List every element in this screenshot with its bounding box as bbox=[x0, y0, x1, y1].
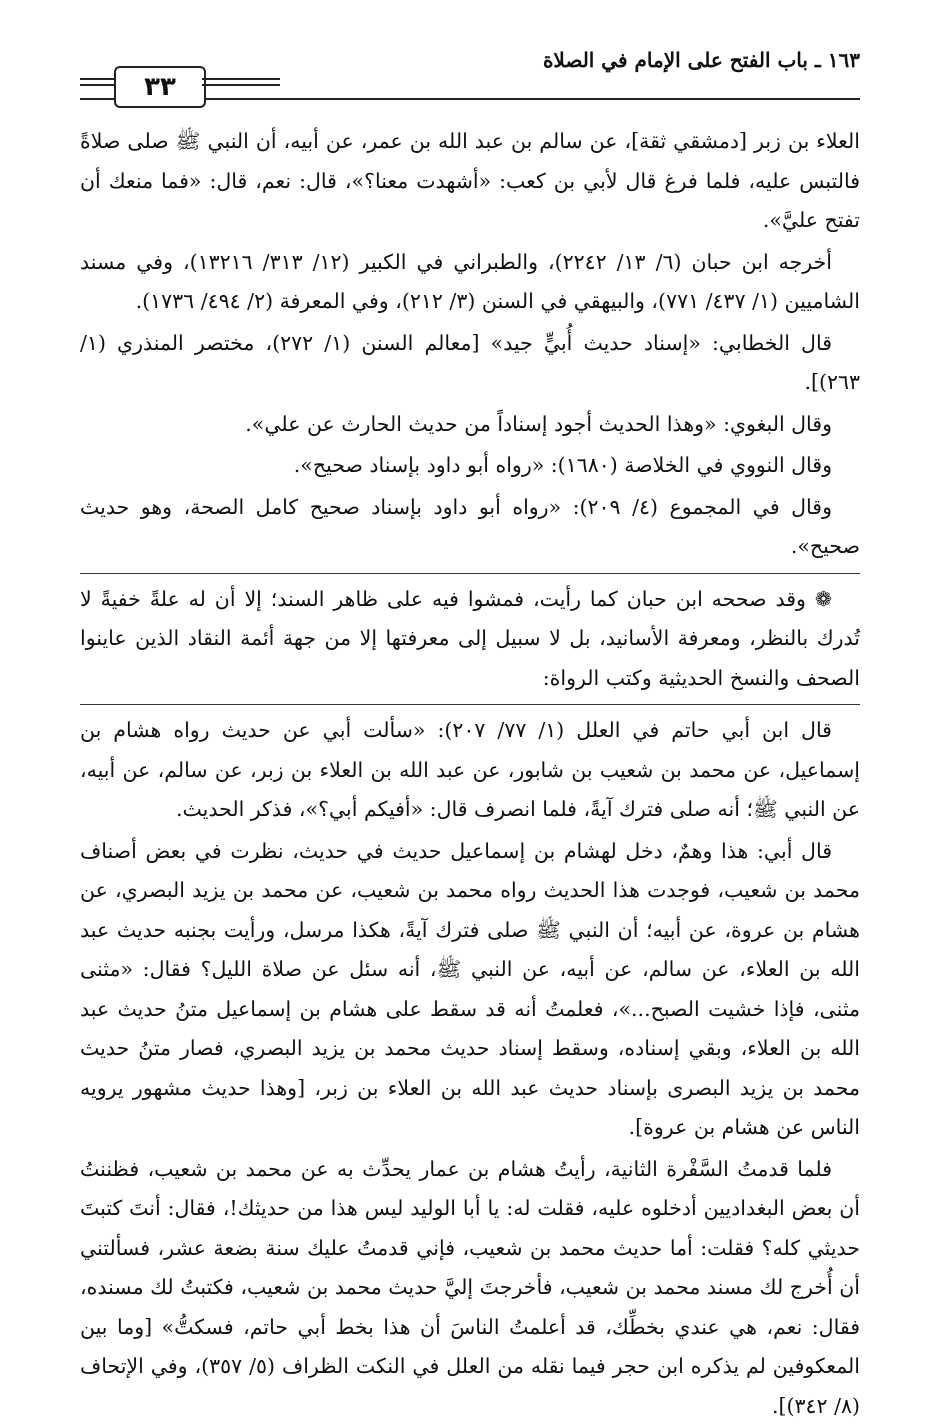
page-number-ornament bbox=[80, 66, 280, 108]
paragraph-takhrij: أخرجه ابن حبان (٦/ ١٣/ ٢٢٤٢)، والطبراني في الكبير (١٢/ ٣١٣/ ١٣٢١٦)، وفي مسند الشاميين (١/ ٤٣٧/ ٧٧١)، والبيهقي في السنن (٣/ ٢١٢)، وفي المعرفة (٢/ ٤٩٤/ ١٧٣٦). bbox=[80, 243, 860, 322]
paragraph-nawawi-khulasa: وقال النووي في الخلاصة (١٦٨٠): «رواه أبو داود بإسناد صحيح». bbox=[80, 446, 860, 486]
paragraph-hadith-text: العلاء بن زبر [دمشقي ثقة]، عن سالم بن عبد الله بن عمر، عن أبيه، أن النبي ﷺ صلى صلاةً فالتبس عليه، فلما فرغ قال لأبي بن كعب: «أشهدت معنا؟»، قال: نعم، قال: «فما منعك أن تفتح عليَّ». bbox=[80, 122, 860, 241]
paragraph-khattabi: قال الخطابي: «إسناد حديث أُبيٍّ جيد» [معالم السنن (١/ ٢٧٢)، مختصر المنذري (١/ ٢٦٣)]. bbox=[80, 324, 860, 403]
paragraph-nawawi-majmu: وقال في المجموع (٤/ ٢٠٩): «رواه أبو داود بإسناد صحيح كامل الصحة، وهو حديث صحيح». bbox=[80, 488, 860, 567]
book-page bbox=[80, 40, 860, 1380]
section-divider bbox=[80, 573, 860, 574]
paragraph-abu-hatim-explanation: قال أبي: هذا وهمٌ، دخل لهشام بن إسماعيل حديث في حديث، نظرت في بعض أصناف محمد بن شعيب، فوجدت هذا الحديث رواه محمد بن شعيب، عن محمد بن يزيد البصري، عن هشام بن عروة، عن أبيه؛ أن النبي ﷺ صلى فترك آيةً، هكذا مرسل، ورأيت بجنبه حديث عبد الله بن العلاء، عن سالم، عن أبيه، عن النبي ﷺ، أنه سئل عن صلاة الليل؟ فقال: «مثنى مثنى، فإذا خشيت الصبح...»، فعلمتُ أنه قد سقط على هشام بن إسماعيل متنُ حديث عبد الله بن العلاء، وبقي إسناده، وسقط إسناد حديث محمد بن يزيد البصري، فصار متنُ حديث محمد بن يزيد البصرى بإسناد حديث عبد الله بن العلاء بن زبر، [وهذا حديث مشهور يرويه الناس عن هشام بن عروة]. bbox=[80, 832, 860, 1148]
ornament-rule-left bbox=[80, 78, 114, 86]
page-body bbox=[80, 122, 860, 1426]
running-title: ١٦٣ ـ باب الفتح على الإمام في الصلاة bbox=[543, 48, 860, 72]
page-header bbox=[80, 40, 860, 100]
paragraph-ibn-abi-hatim: قال ابن أبي حاتم في العلل (١/ ٧٧/ ٢٠٧): «سألت أبي عن حديث رواه هشام بن إسماعيل، عن محمد بن شعيب بن شابور، عن عبد الله بن العلاء بن زبر، عن سالم، عن أبيه، عن النبي ﷺ؛ أنه صلى فترك آيةً، فلما انصرف قال: «أفيكم أبي؟»، فذكر الحديث. bbox=[80, 711, 860, 830]
ornament-rule-right bbox=[202, 78, 280, 86]
section-divider bbox=[80, 704, 860, 705]
paragraph-second-journey: فلما قدمتُ السَّفْرة الثانية، رأيتُ هشام بن عمار يحدِّث به عن محمد بن شعيب، فظننتُ أن بعض البغداديين أدخلوه عليه، فقلت له: يا أبا الوليد ليس هذا من حديثك!، فقال: أنتَ كتبتَ حديثي كله؟ فقلت: أما حديث محمد بن شعيب، فإني قدمتُ عليك سنة بضعة عشر، فسألتني أن أُخرج لك مسند محمد بن شعيب، فأخرجتَ إليَّ حديث محمد بن شعيب، فكتبتُ لك مسنده، فقال: نعم، هي عندي بخطِّك، قد أعلمتُ الناسَ أن هذا بخط أبي حاتم، فسكتُّ» [وما بين المعكوفين لم يذكره ابن حجر فيما نقله من العلل في النكت الظراف (٥/ ٣٥٧)، وفي الإتحاف (٨/ ٣٤٢)]. bbox=[80, 1150, 860, 1426]
page-number: ٣٣ bbox=[114, 66, 206, 108]
paragraph-baghawi: وقال البغوي: «وهذا الحديث أجود إسناداً من حديث الحارث عن علي». bbox=[80, 405, 860, 445]
paragraph-illa-intro: ❁ وقد صححه ابن حبان كما رأيت، فمشوا فيه على ظاهر السند؛ إلا أن له علةً خفيةً لا تُدرك بالنظر، ومعرفة الأسانيد، بل لا سبيل إلى معرفتها إلا من جهة أئمة النقاد الذين عاينوا الصحف والنسخ الحديثية وكتب الرواة: bbox=[80, 580, 860, 699]
